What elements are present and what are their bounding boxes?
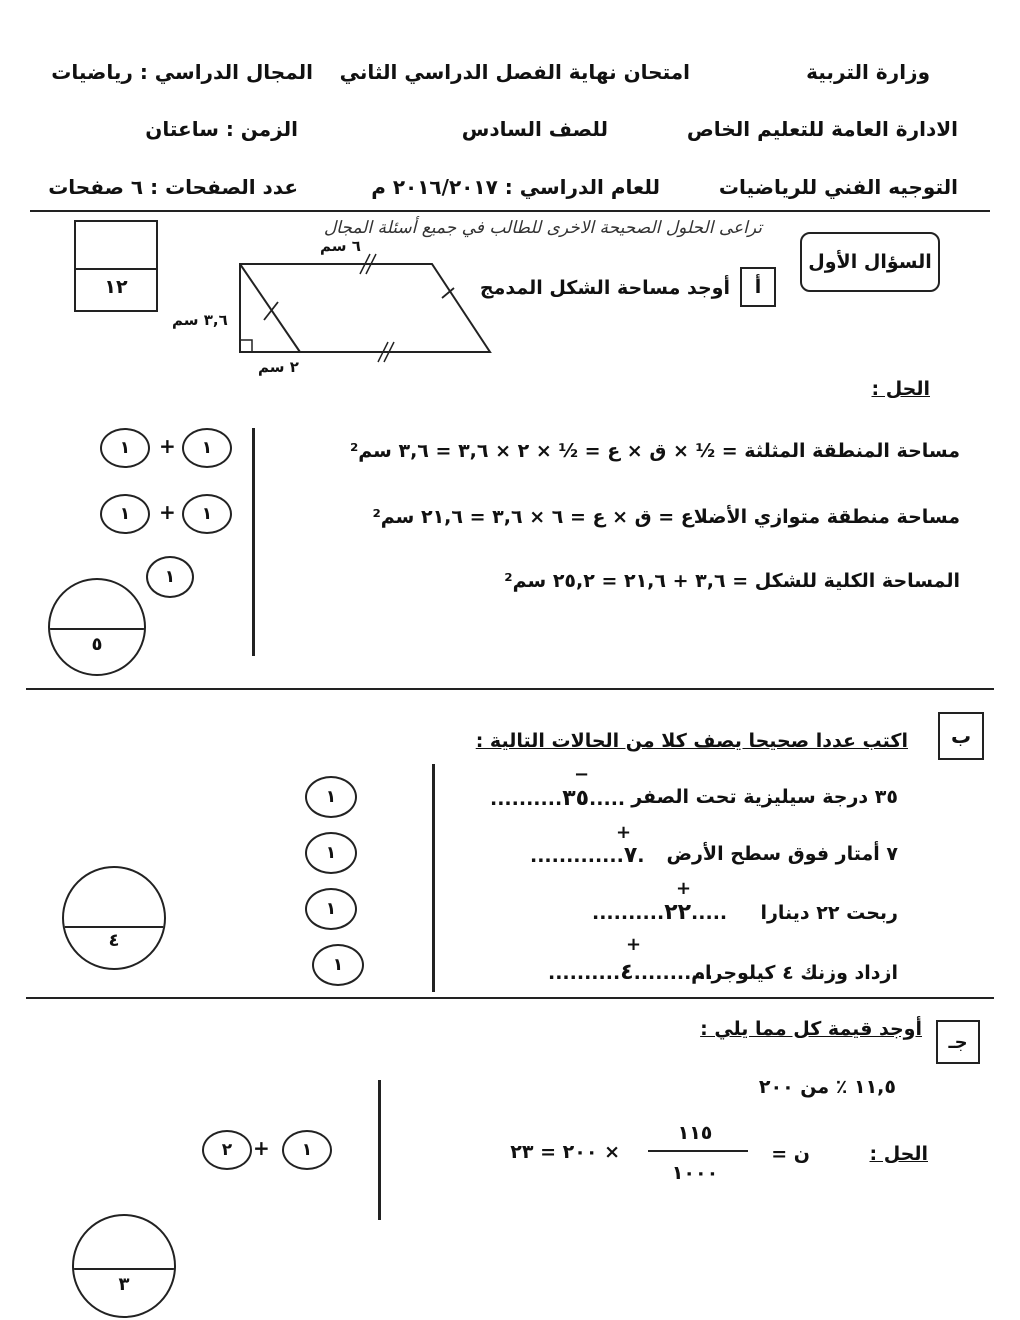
triangle-area-line: مساحة المنطقة المثلثة = ½ × ق × ع = ½ × ٢ × ٣,٦ = ٣,٦ سم²: [349, 440, 960, 462]
fraction-denominator: ١٠٠٠: [671, 1162, 719, 1184]
section-divider: [26, 688, 994, 690]
parallelogram-area-line: مساحة منطقة متوازي الأضلاع = ق × ع = ٦ × ٣,٦ = ٢١,٦ سم²: [372, 506, 960, 528]
right-angle-mark: [240, 340, 252, 352]
section-divider: [26, 997, 994, 999]
case-sign: +: [626, 934, 642, 955]
academic-year: للعام الدراسي : ٢٠١٦/٢٠١٧ م: [371, 175, 660, 199]
answer-blank: ..........٤...........: [548, 960, 714, 985]
mark-circle: ١: [182, 428, 232, 468]
mark-circle: ٢: [202, 1130, 252, 1170]
ministry-name: وزارة التربية: [806, 60, 930, 84]
supervision-name: التوجيه الفني للرياضيات: [718, 175, 958, 199]
case-answer: ٣٥: [562, 786, 590, 811]
part-b-label: ب: [938, 712, 984, 760]
figure-bottom-length: ٢ سم: [258, 358, 299, 376]
header-divider: [30, 210, 990, 212]
answer-blank: .............٧.: [530, 843, 645, 868]
question-score-box: [74, 220, 158, 312]
case-text: ٧ أمتار فوق سطح الأرض: [666, 843, 898, 865]
mark-circle: ١: [305, 776, 357, 818]
subject-field: المجال الدراسي : رياضيات: [51, 60, 313, 84]
exam-time: الزمن : ساعتان: [145, 117, 298, 141]
part-a-total: ٥: [91, 634, 103, 655]
case-sign: +: [616, 822, 632, 843]
equation-rhs: × ٢٠٠ = ٢٣: [510, 1141, 620, 1163]
figure-top-length: ٦ سم: [320, 237, 361, 255]
page-count: عدد الصفحات : ٦ صفحات: [48, 175, 298, 199]
marks-separator: [432, 764, 435, 992]
part-b-prompt: اكتب عددا صحيحا يصف كلا من الحالات التالية :: [475, 730, 908, 752]
part-c-total: ٣: [118, 1274, 130, 1295]
answer-blank: ..........٣٥.....: [490, 786, 626, 811]
marks-separator: [252, 428, 255, 656]
part-a-total-circle: [48, 578, 146, 676]
plus-sign: +: [159, 500, 176, 524]
mark-circle: ١: [305, 832, 357, 874]
question-score-total: ١٢: [104, 276, 128, 298]
grade-label: للصف السادس: [461, 117, 608, 141]
case-text: ٣٥ درجة سيليزية تحت الصفر: [631, 786, 898, 808]
marks-separator: [378, 1080, 381, 1220]
part-c-solution-label: الحل :: [869, 1143, 928, 1165]
grader-note: تراعى الحلول الصحيحة الاخرى للطالب في جميع أسئلة المجال: [323, 218, 762, 238]
case-answer: ٢٢: [664, 900, 692, 925]
mark-circle: ١: [100, 428, 150, 468]
mark-circle: ١: [146, 556, 194, 598]
case-answer: ٧: [623, 843, 638, 868]
part-a-label: أ: [740, 267, 776, 307]
case-sign: +: [676, 878, 692, 899]
mark-circle: ١: [100, 494, 150, 534]
mark-circle: ١: [305, 888, 357, 930]
case-text: ربحت ٢٢ دينارا: [760, 902, 898, 924]
part-c-label: جـ: [936, 1020, 980, 1064]
part-b-total-circle: [62, 866, 166, 970]
case-text: ازداد وزنك ٤ كيلوجرام: [691, 962, 898, 984]
mark-circle: ١: [182, 494, 232, 534]
question-title-box: [800, 232, 940, 292]
part-a-prompt: أوجد مساحة الشكل المدمج: [479, 277, 730, 299]
question-title: السؤال الأول: [808, 251, 932, 273]
case-sign: −: [574, 764, 590, 785]
exam-title: امتحان نهاية الفصل الدراسي الثاني: [339, 60, 690, 84]
fraction-numerator: ١١٥: [677, 1122, 713, 1144]
fraction-bar: [648, 1150, 748, 1152]
answer-blank: ..........٢٢.....: [592, 900, 728, 925]
figure-side-length: ٣,٦ سم: [172, 311, 228, 329]
part-a-solution-label: الحل :: [871, 378, 930, 400]
composite-shape-outline: [240, 264, 490, 352]
plus-sign: +: [159, 434, 176, 458]
case-answer: ٤: [620, 960, 634, 985]
part-b-total: ٤: [108, 930, 120, 951]
triangle-diagonal: [240, 264, 300, 352]
mark-circle: ١: [282, 1130, 332, 1170]
percent-problem: ١١,٥ ٪ من ٢٠٠: [758, 1076, 896, 1098]
mark-circle: ١: [312, 944, 364, 986]
administration-name: الادارة العامة للتعليم الخاص: [686, 117, 958, 141]
equation-lhs: ن =: [771, 1143, 810, 1165]
plus-sign: +: [253, 1136, 270, 1160]
part-c-total-circle: [72, 1214, 176, 1318]
total-area-line: المساحة الكلية للشكل = ٣,٦ + ٢١,٦ = ٢٥,٢ سم²: [504, 570, 960, 592]
part-c-prompt: أوجد قيمة كل مما يلي :: [700, 1018, 922, 1040]
